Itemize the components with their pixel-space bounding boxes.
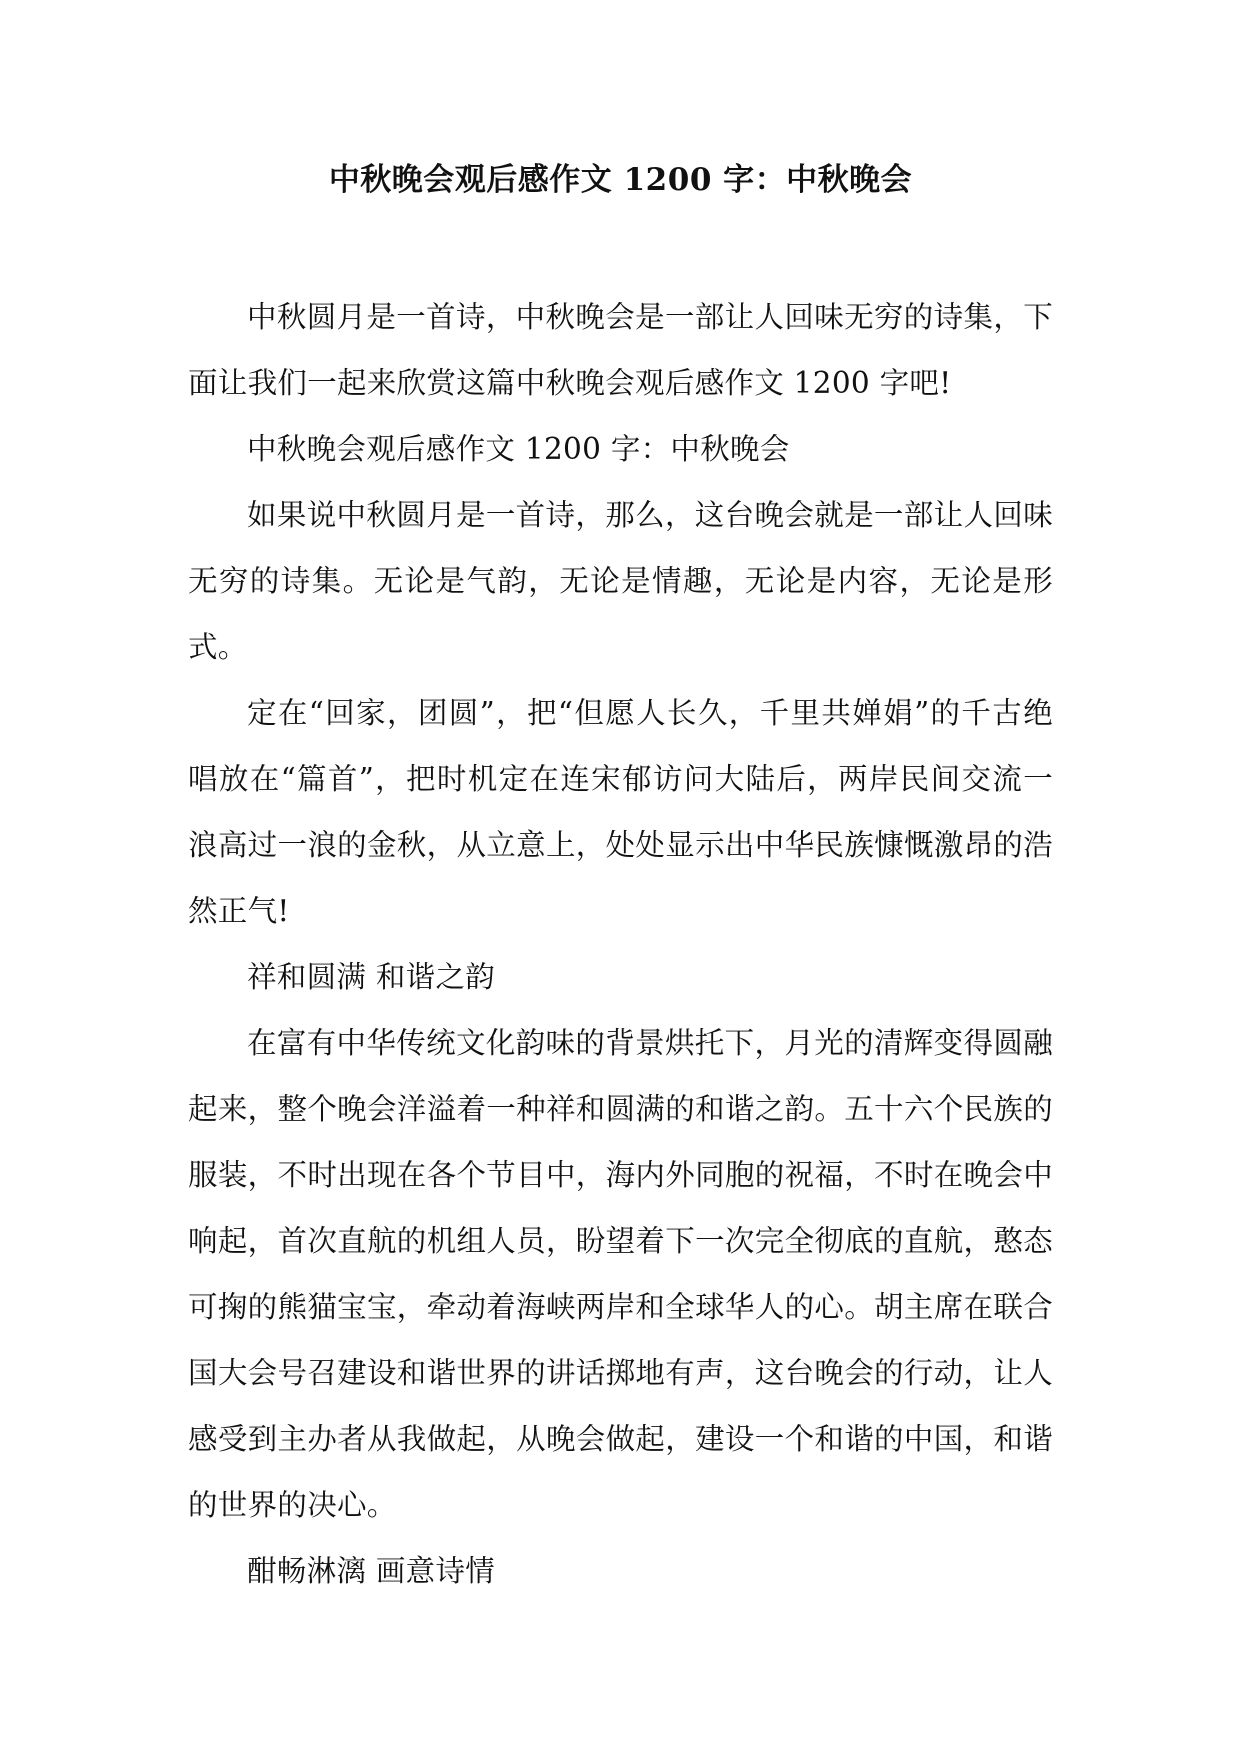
paragraph-subtitle: 中秋晚会观后感作文 1200 字：中秋晚会 [247, 432, 790, 466]
paragraph-intro: 中秋圆月是一首诗，中秋晚会是一部让人回味无穷的诗集，下面让我们一起来欣赏这篇中秋晚会观后感作文 1200 字吧! [188, 300, 1053, 400]
section-heading-harmony: 祥和圆满 和谐之韵 [247, 960, 496, 994]
paragraph-harmony: 在富有中华传统文化韵味的背景烘托下，月光的清辉变得圆融起来，整个晚会洋溢着一种祥和圆满的和谐之韵。五十六个民族的服装，不时出现在各个节目中，海内外同胞的祝福，不时在晚会中响起，首次直航的机组人员，盼望着下一次完全彻底的直航，憨态可掬的熊猫宝宝，牵动着海峡两岸和全球华人的心。胡主席在联合国大会号召建设和谐世界的讲话掷地有声，这台晚会的行动，让人感受到主办者从我做起，从晚会做起，建设一个和谐的中国，和谐的世界的决心。 [188, 1026, 1053, 1522]
document-body [188, 284, 1053, 1604]
paragraph-theme: 定在“回家，团圆”，把“但愿人长久，千里共婵娟”的千古绝唱放在“篇首”，把时机定在连宋郁访问大陆后，两岸民间交流一浪高过一浪的金秋，从立意上，处处显示出中华民族慷慨激昂的浩然正气! [188, 696, 1053, 928]
section-heading-poetry: 酣畅淋漓 画意诗情 [247, 1554, 496, 1588]
document-title: 中秋晚会观后感作文 1200 字：中秋晚会 [328, 162, 913, 198]
paragraph-poem-analogy: 如果说中秋圆月是一首诗，那么，这台晚会就是一部让人回味无穷的诗集。无论是气韵，无论是情趣，无论是内容，无论是形式。 [188, 498, 1053, 664]
